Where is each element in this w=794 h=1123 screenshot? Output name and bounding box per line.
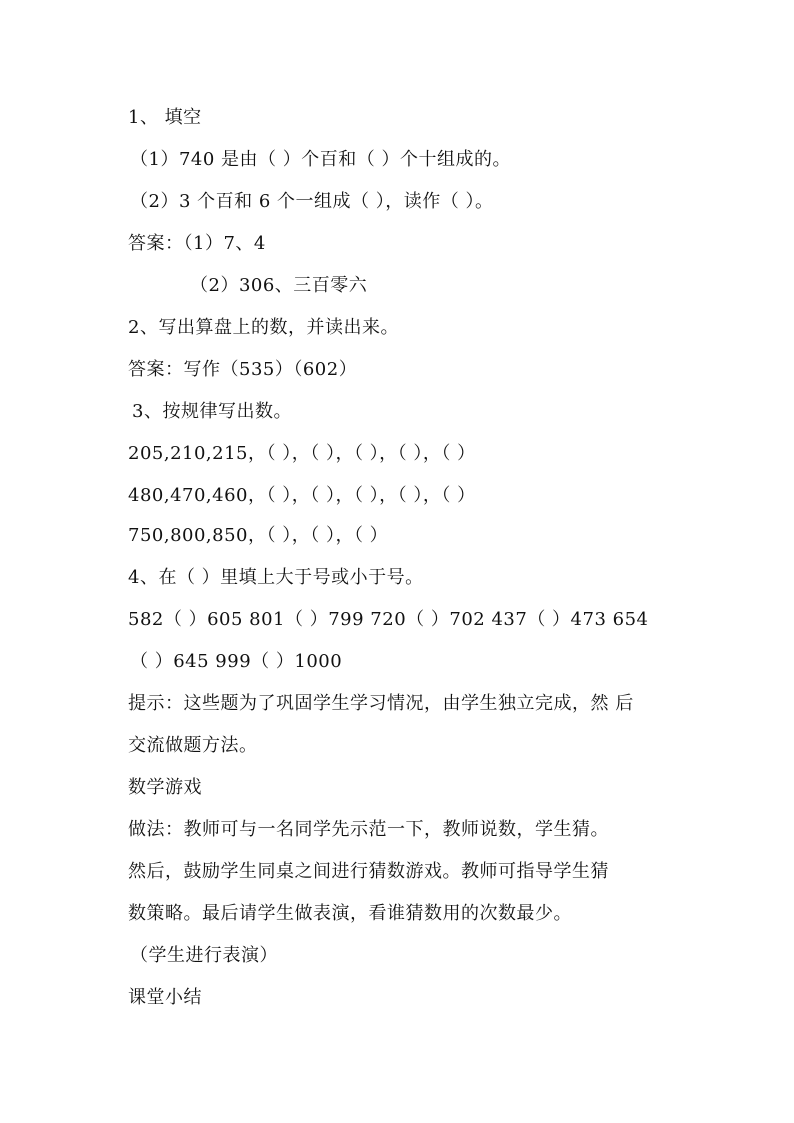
hint-line-1: 提示：这些题为了巩固学生学习情况，由学生独立完成，然 后: [128, 693, 634, 714]
class-summary-heading: 课堂小结: [128, 987, 202, 1008]
sequence-line-2: 480,470,460，（ ），（ ），（ ），（ ），（ ）: [128, 485, 476, 506]
exercise-4-heading: 4、在（ ）里填上大于号或小于号。: [128, 567, 424, 588]
exercise-2-answer: 答案：写作（535）（602）: [128, 359, 358, 380]
exercise-1-heading: 1、 填空: [128, 107, 202, 128]
exercise-1-question-1: （1）740 是由（ ）个百和（ ）个十组成的。: [130, 149, 511, 170]
comparison-line-1: 582（ ）605 801（ ）799 720（ ）702 437（ ）473 654: [128, 609, 649, 630]
comparison-line-2: （ ）645 999（ ）1000: [130, 651, 343, 672]
exercise-1-answer-2: （2）306、三百零六: [190, 275, 368, 296]
sequence-line-1: 205,210,215，（ ），（ ），（ ），（ ），（ ）: [128, 443, 476, 464]
method-line-2: 然后，鼓励学生同桌之间进行猜数游戏。教师可指导学生猜: [128, 861, 609, 882]
exercise-2-heading: 2、写出算盘上的数，并读出来。: [128, 317, 399, 338]
sequence-line-3: 750,800,850，（ ），（ ），（ ）: [128, 525, 389, 546]
method-line-1: 做法：教师可与一名同学先示范一下，教师说数，学生猜。: [128, 819, 609, 840]
student-performance-note: （学生进行表演）: [130, 945, 278, 966]
exercise-1-answer-1: 答案：（1）7、4: [128, 233, 266, 254]
exercise-3-heading: 3、按规律写出数。: [132, 401, 292, 422]
hint-line-2: 交流做题方法。: [128, 735, 258, 756]
exercise-1-question-2: （2）3 个百和 6 个一组成（ ），读作（ ）。: [130, 191, 494, 212]
math-game-heading: 数学游戏: [128, 777, 202, 798]
method-line-3: 数策略。最后请学生做表演，看谁猜数用的次数最少。: [128, 903, 572, 924]
